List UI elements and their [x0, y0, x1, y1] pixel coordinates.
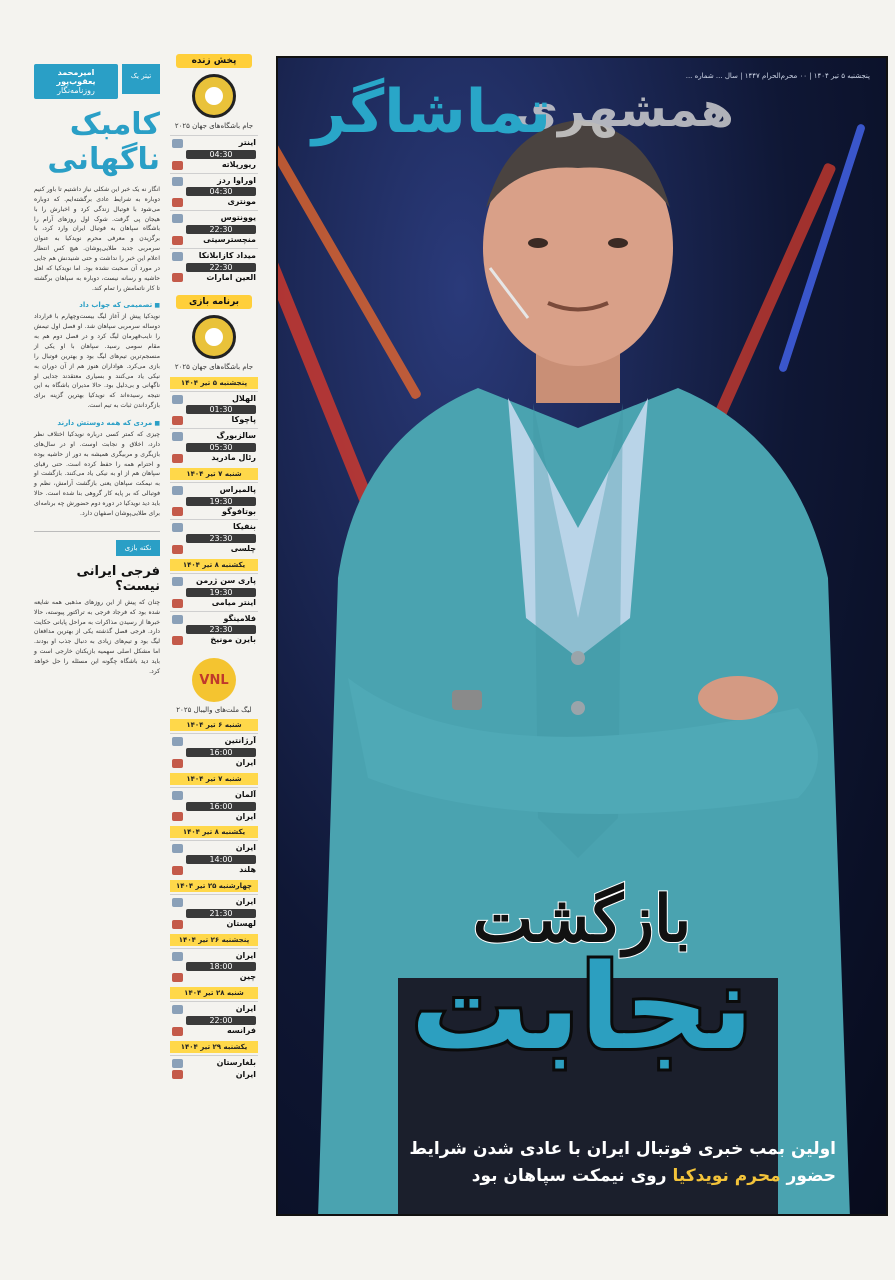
club-wc-caption: جام باشگاه‌های جهان ۲۰۲۵ [174, 122, 254, 130]
article-column [34, 64, 160, 1234]
team-name: چلسی [230, 544, 256, 554]
subheadline-line-2 [298, 1163, 836, 1190]
author-name: امیرمحمد یعقوب‌پور [56, 68, 96, 86]
team-name: ایران [235, 758, 256, 768]
match-day: شنبه ۶ تیر ۱۴۰۴ [170, 719, 258, 731]
team-name: ایران [235, 1004, 256, 1014]
team-name: ریورپلاته [221, 159, 256, 169]
team-name: رئال مادرید [211, 452, 256, 462]
team-crest-icon [172, 866, 183, 875]
team-crest-icon [172, 636, 183, 645]
match-row [170, 248, 258, 286]
match-row [170, 428, 258, 466]
subheadline-text: روی نیمکت سپاهان بود [471, 1166, 673, 1187]
live-tag: پخش زنده [176, 54, 252, 68]
team-name: آلمان [235, 789, 256, 799]
note-body: چنان که پیش از این روزهای مذهبی همه شایعه شده بود که فرجاد فرجی به تراکتور پیوسته، حالا خبرها از رسیدن مذاکرات به مراحل پایانی حکایت دارد. فرجی فصل گذشته یکی از بهترین مدافعان لیگ بود و تیم‌های زیادی به دنبال جذب او بودند. اما مشکل اصلی سهمیه بازیکنان خارجی است و باید دید باشگاه چگونه این مسئله را حل خواهد کرد. [34, 598, 160, 675]
subheadline-line-1: اولین بمب خبری فوتبال ایران با عادی شدن شرایط [409, 1139, 836, 1159]
team-crest-icon [172, 898, 183, 907]
match-row [170, 948, 258, 986]
team-crest-icon [172, 416, 183, 425]
author-box [34, 64, 118, 99]
match-time: 23:30 [186, 625, 256, 634]
team-name: فلامینگو [223, 613, 256, 623]
team-name: العین امارات [206, 272, 256, 282]
match-time: 22:30 [186, 225, 256, 234]
match-time: 22:30 [186, 263, 256, 272]
match-row [170, 840, 258, 878]
coach-name-highlight: محرم نویدکیا [672, 1166, 781, 1187]
match-time: 01:30 [186, 405, 256, 414]
team-name: مونتری [227, 197, 256, 207]
subheadline [298, 1136, 836, 1190]
team-crest-icon [172, 161, 183, 170]
masthead [294, 72, 870, 162]
subheadline-text: حضور [780, 1166, 836, 1187]
team-name: لهستان [226, 918, 256, 928]
team-crest-icon [172, 198, 183, 207]
team-name: فرانسه [227, 1025, 256, 1035]
match-time: 16:00 [186, 802, 256, 811]
match-day: یکشنبه ۸ تیر ۱۴۰۴ [170, 559, 258, 571]
issue-line: پنجشنبه ۵ تیر ۱۴۰۴ | ۰۰ محرم‌الحرام ۱۴۴۷ | سال ... شماره ... [685, 72, 870, 80]
program-caption: جام باشگاه‌های جهان ۲۰۲۵ [174, 363, 254, 372]
team-name: بلغارستان [216, 1057, 256, 1067]
live-match-list [170, 135, 258, 285]
team-name: الهلال [231, 393, 256, 403]
team-crest-icon [172, 432, 183, 441]
team-name: میداد کازابلانکا [198, 250, 256, 260]
publisher-logo: همشهری [514, 82, 734, 138]
team-crest-icon [172, 952, 183, 961]
match-time: 22:00 [186, 1016, 256, 1025]
kicker: بازگشت [472, 882, 692, 957]
team-crest-icon [172, 236, 183, 245]
team-crest-icon [172, 737, 183, 746]
team-name: ایران [235, 950, 256, 960]
newspaper-logo: تماشاگر [312, 77, 552, 147]
team-name: ایران [235, 1069, 256, 1079]
match-day: شنبه ۷ تیر ۱۴۰۴ [170, 773, 258, 785]
team-crest-icon [172, 1070, 183, 1079]
article-title: کامبک ناگهانی [47, 107, 160, 177]
team-name: آرژانتین [224, 736, 256, 746]
team-crest-icon [172, 214, 183, 223]
team-name: اینتر [238, 138, 256, 148]
team-crest-icon [172, 920, 183, 929]
match-row [170, 482, 258, 520]
match-time: 04:30 [186, 150, 256, 159]
team-crest-icon [172, 1027, 183, 1036]
match-row [170, 1001, 258, 1039]
team-crest-icon [172, 973, 183, 982]
team-crest-icon [172, 812, 183, 821]
team-name: هلند [239, 865, 256, 875]
match-row [170, 210, 258, 248]
schedule-column [170, 54, 258, 1254]
team-crest-icon [172, 486, 183, 495]
team-name: بایرن مونیخ [210, 635, 256, 645]
team-crest-icon [172, 615, 183, 624]
team-name: پاری سن ژرمن [196, 575, 256, 585]
team-crest-icon [172, 273, 183, 282]
article-subheading-2: ■ مردی که همه دوستش دارند [34, 419, 160, 427]
team-name: پالمیراس [219, 484, 256, 494]
hand-shape [698, 676, 778, 720]
article-body-1: انگار نه یک خبر این شکلی نیاز داشتیم تا باور کنیم دوباره به شرایط عادی برگشته‌ایم. که دوباره می‌شود با فوتبال زندگی کرد و اخبارش را با هیجان پی گرفت. شوک اول روزهای آرام را باشگاه سپاهان به فوتبال ایران وارد کرد، با برگزیدن و معرفی محرم نویدکیا به عنوان سرمربی جدید طلایی‌پوشان. هیچ کس انتظار اعلام این خبر را نداشت و حتی شنیدنش هم جایی در مورد آن صحبت نشده بود. اما نویدکیا که اهل حاشیه و رسانه نیست، دوباره به سپاهان برگشته تا کار ناتمامش را تمام کند. [34, 186, 160, 292]
program-match-list [170, 377, 258, 649]
team-name: سالزبورگ [216, 431, 256, 441]
watch-icon [452, 690, 482, 710]
match-day: چهارشنبه ۲۵ تیر ۱۴۰۴ [170, 880, 258, 892]
match-row [170, 391, 258, 429]
match-time: 05:30 [186, 443, 256, 452]
headline-block [318, 882, 846, 1076]
match-row [170, 573, 258, 611]
cover-photo-frame [276, 56, 888, 1216]
match-time: 19:30 [186, 588, 256, 597]
team-crest-icon [172, 791, 183, 800]
team-crest-icon [172, 523, 183, 532]
team-crest-icon [172, 599, 183, 608]
team-crest-icon [172, 759, 183, 768]
article-subheading-1: ■ تصمیمی که جواب داد [34, 301, 160, 309]
match-row [170, 787, 258, 825]
match-row [170, 894, 258, 932]
match-day: شنبه ۲۸ تیر ۱۴۰۴ [170, 987, 258, 999]
match-time: 16:00 [186, 748, 256, 757]
article-body-2: نویدکیا پیش از آغاز لیگ بیست‌وچهارم با قرارداد دوساله سرمربی سپاهان شد. او فصل اول تیمش را نایب‌قهرمان لیگ کرد و در فصل دوم هم به مقام سومی رسید. سپاهان با او یکی از منسجم‌ترین تیم‌های لیگ بود و بهترین فوتبال را بازی می‌کرد. هواداران هنوز هم از آن دوران به نیکی یاد می‌کنند و بسیاری معتقدند جدایی او ناگهانی و بی‌دلیل بود. حالا مدیران باشگاه به این نتیجه رسیده‌اند که نویدکیا بهترین گزینه برای بازگرداندن ثبات به تیم است. [34, 313, 160, 410]
team-name: اینتر میامی [211, 597, 256, 607]
button-shape [571, 651, 585, 665]
match-day: یکشنبه ۲۹ تیر ۱۴۰۴ [170, 1041, 258, 1053]
team-name: ایران [235, 897, 256, 906]
main-headline: نجابت [410, 938, 754, 1076]
match-row [170, 519, 258, 557]
author-role: روزنامه‌نگار [57, 86, 95, 95]
match-day: شنبه ۷ تیر ۱۴۰۴ [170, 468, 258, 480]
match-row [170, 135, 258, 173]
team-crest-icon [172, 139, 183, 148]
team-name: یوونتوس [220, 213, 256, 223]
match-day: پنجشنبه ۲۶ تیر ۱۴۰۴ [170, 934, 258, 946]
program-tag: برنامه بازی [176, 295, 252, 309]
match-time: 23:30 [186, 534, 256, 543]
vnl-logo-icon: VNL [192, 658, 236, 702]
team-name: چین [239, 972, 256, 982]
button-shape [571, 701, 585, 715]
team-crest-icon [172, 1005, 183, 1014]
match-time: 19:30 [186, 497, 256, 506]
match-day: پنجشنبه ۵ تیر ۱۴۰۴ [170, 377, 258, 389]
team-crest-icon [172, 844, 183, 853]
team-name: ایران [235, 811, 256, 821]
match-time: 04:30 [186, 187, 256, 196]
team-name: اوراوا ردز [217, 175, 256, 185]
match-time: 14:00 [186, 855, 256, 864]
team-name: پاچوکا [231, 415, 256, 425]
note-title: فرجی ایرانی نیست؟ [76, 563, 160, 594]
team-name: بنفیکا [233, 522, 256, 532]
team-crest-icon [172, 454, 183, 463]
article-divider [34, 531, 160, 532]
team-name: منچسترسیتی [203, 235, 256, 245]
note-tag: نکته بازی [116, 540, 160, 556]
team-crest-icon [172, 1059, 183, 1068]
match-row [170, 173, 258, 211]
match-time: 18:00 [186, 962, 256, 971]
vnl-match-list [170, 719, 258, 1082]
match-day: یکشنبه ۸ تیر ۱۴۰۴ [170, 826, 258, 838]
vnl-caption: لیگ ملت‌های والیبال ۲۰۲۵ [176, 706, 252, 715]
match-row [170, 1055, 258, 1083]
team-crest-icon [172, 545, 183, 554]
team-crest-icon [172, 395, 183, 404]
team-name: بوتافوگو [222, 506, 256, 516]
match-row [170, 611, 258, 649]
match-row [170, 733, 258, 771]
match-time: 21:30 [186, 909, 256, 918]
team-name: ایران [235, 843, 256, 853]
section-tag: تیتر یک [122, 64, 160, 94]
team-crest-icon [172, 507, 183, 516]
club-world-cup-logo-icon [192, 74, 236, 118]
team-crest-icon [172, 252, 183, 261]
article-body-3: چیزی که کمتر کسی درباره نویدکیا اختلاف نظر دارد، اخلاق و نجابت اوست. او در سال‌های بازیگری و مربیگری همیشه به دور از حاشیه بوده و احترام همه را حفظ کرده است. حتی رقبای سپاهان هم از او به نیکی یاد می‌کنند. بازگشت او به نیمکت سپاهان یعنی بازگشت آرامش، نظم و فوتبالی که بر پایه کار گروهی بنا شده است. حالا باید دید نویدکیا در دوره دوم حضورش چه برنامه‌ای برای طلایی‌پوشان اصفهان دارد. [34, 431, 160, 517]
team-crest-icon [172, 177, 183, 186]
club-world-cup-logo-icon [192, 315, 236, 359]
team-crest-icon [172, 577, 183, 586]
